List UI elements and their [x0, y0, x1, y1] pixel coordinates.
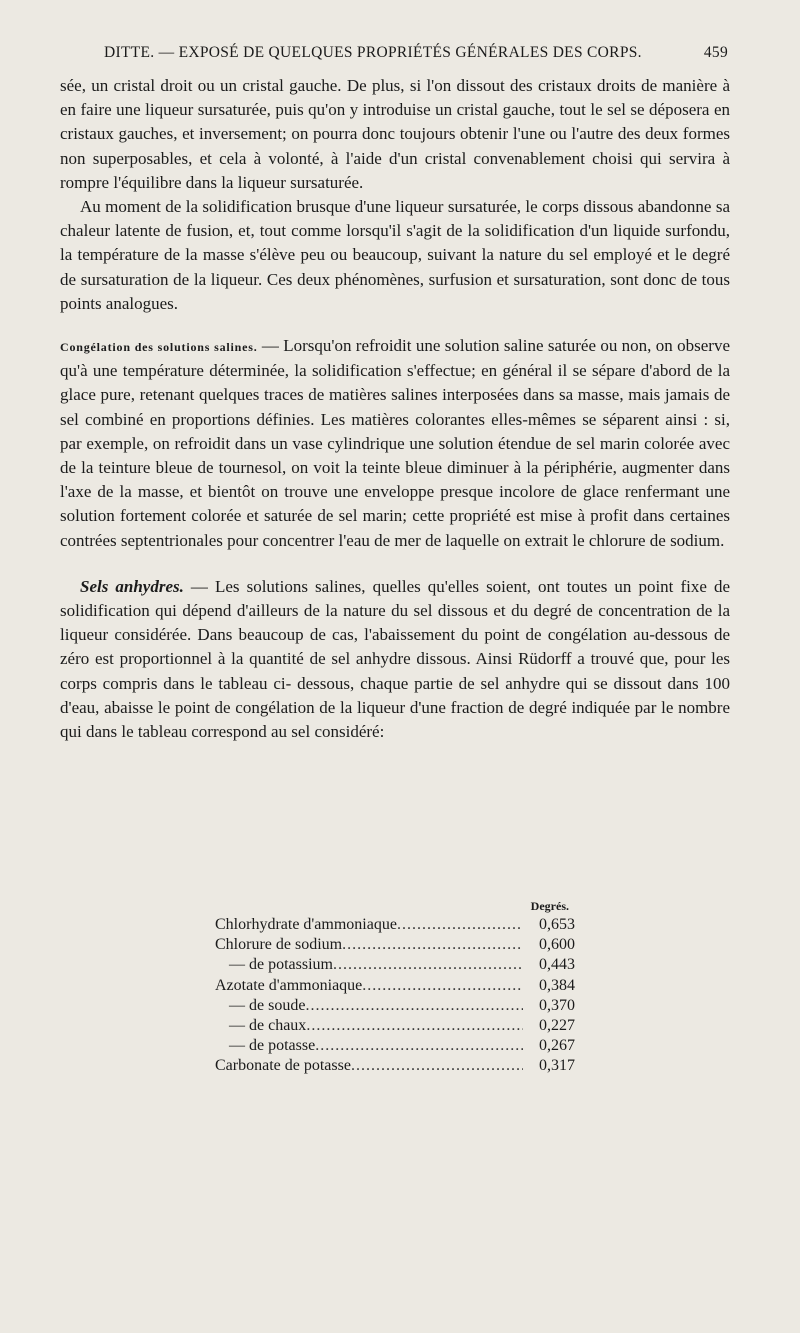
- table-row: [215, 1056, 575, 1076]
- table-row: [215, 955, 575, 975]
- section-heading-congelation: Congélation des solutions salines.: [60, 340, 258, 355]
- row-value: 0,317: [539, 1057, 575, 1075]
- paragraph-2: Au moment de la solidification brusque d'une liqueur sursaturée, le corps dissous abandonne sa chaleur latente de fusion, et, tout comme lorsqu'il s'agit de la solidification d'un liquide surfondu, la température de la masse s'élève peu ou beaucoup, suivant la nature du sel employé et le degré de sursaturation de la liqueur. Ces deux phénomènes, surfusion et sursaturation, sont donc de tous points analogues.: [60, 197, 730, 313]
- running-header: [78, 44, 728, 68]
- row-label: — de soude: [229, 996, 306, 1014]
- running-title: DITTE. — EXPOSÉ DE QUELQUES PROPRIÉTÉS GÉNÉRALES DES CORPS.: [104, 44, 642, 61]
- leader-dots: [333, 955, 523, 975]
- row-label: Chlorhydrate d'ammoniaque: [215, 916, 397, 933]
- row-value: 0,227: [539, 1017, 575, 1035]
- row-value: 0,267: [539, 1037, 575, 1055]
- leader-dots: [315, 1036, 523, 1056]
- row-label: — de potasse: [229, 1037, 316, 1055]
- row-value: 0,600: [539, 936, 575, 954]
- freezing-point-table: [215, 897, 575, 1077]
- table-row: [215, 915, 575, 935]
- row-label: Azotate d'ammoniaque: [215, 976, 363, 994]
- table-row: [215, 1036, 575, 1056]
- paragraph-4: [60, 575, 730, 744]
- leader-dots: [342, 935, 523, 955]
- paragraph-1: sée, un cristal droit ou un cristal gauche. De plus, si l'on dissout des cristaux droits de manière à en faire une liqueur sursaturée, puis qu'on y introduise un cristal gauche, tout le sel se déposera en cristaux gauches, et inversement; on pourra donc toujours obtenir l'une ou l'autre des deux formes non superposables, et cela à volonté, à l'aide d'un cristal convenablement choisi qui servira à rompre l'équilibre dans la liqueur sursaturée.: [60, 76, 730, 192]
- table-row: [215, 996, 575, 1016]
- section-heading-sels-anhydres: Sels anhydres.: [80, 576, 184, 596]
- table-row: [215, 1016, 575, 1036]
- row-value: 0,653: [539, 916, 575, 933]
- row-label: — de chaux: [229, 1017, 307, 1035]
- row-value: 0,384: [539, 976, 575, 994]
- leader-dots: [306, 1016, 523, 1036]
- leader-dots: [351, 1056, 523, 1076]
- row-value: 0,443: [539, 956, 575, 974]
- row-label: Carbonate de potasse: [215, 1057, 351, 1075]
- page-number: 459: [703, 44, 728, 61]
- table-unit-header: Degrés.: [530, 899, 569, 913]
- paragraph-3-text: — Lorsqu'on refroidit une solution saline saturée ou non, on observe qu'à une température déterminée, la solidification s'effectue; en général il se sépare d'abord de la glace pure, retenant quelques traces de matières salines interposées dans sa masse, mais jamais de sel combiné en proportions définies. Les matières colorantes elles-mêmes se séparent ainsi : si, par exemple, on refroidit dans un vase cylindrique une solution étendue de sel marin colorée avec de la teinture bleue de tournesol, on voit la teinte bleue diminuer à la périphérie, augmenter dans l'axe de la masse, et bientôt on trouve une enveloppe presque incolore de glace renfermant une solution fortement colorée et saturée de sel marin; cette propriété est mise à profit dans certaines contrées septentrionales pour concentrer l'eau de mer de laquelle on extrait le chlorure de sodium.: [60, 336, 730, 550]
- body-text: [60, 74, 730, 744]
- table-row: [215, 976, 575, 996]
- row-value: 0,370: [539, 996, 575, 1014]
- paragraph-4-text: — Les solutions salines, quelles qu'elles soient, ont toutes un point fixe de solidification qui dépend d'ailleurs de la nature du sel dissous et du degré de concentration de la liqueur considérée. Dans beaucoup de cas, l'abaissement du point de congélation au-dessous de zéro est proportionnel à la quantité de sel anhydre dissous. Ainsi Rüdorff a trouvé que, pour les corps compris dans le tableau ci- dessous, chaque partie de sel anhydre qui se dissout dans 100 d'eau, abaisse le point de congélation de la liqueur d'une fraction de degré indiquée par le nombre qui dans le tableau correspond au sel considéré:: [60, 576, 730, 742]
- row-label: Chlorure de sodium: [215, 936, 343, 954]
- row-label: — de potassium: [229, 956, 333, 974]
- leader-dots: [397, 915, 523, 935]
- paragraph-3: [60, 334, 730, 553]
- leader-dots: [305, 996, 523, 1016]
- leader-dots: [362, 976, 523, 996]
- table-row: [215, 935, 575, 955]
